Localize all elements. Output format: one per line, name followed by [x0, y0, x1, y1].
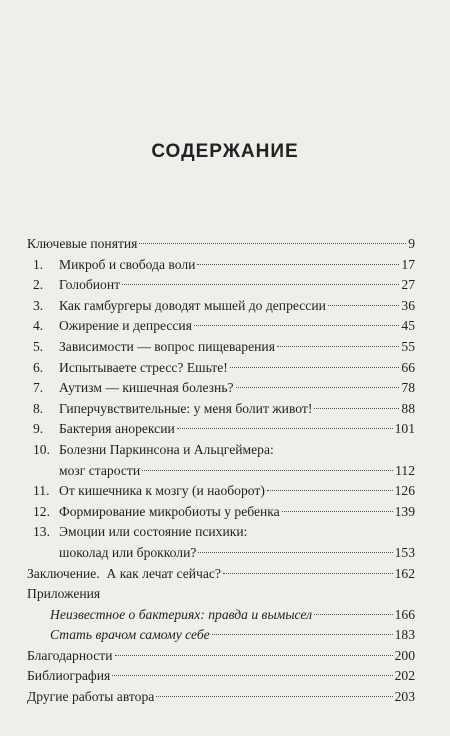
toc-entry-page: 9: [408, 236, 415, 251]
toc-entry: [27, 605, 415, 626]
toc-entry-title: Стать врачом самому себе: [50, 627, 210, 643]
dot-leader: [197, 264, 399, 265]
toc-entry-page: 183: [394, 627, 415, 643]
toc-entry: [27, 337, 415, 358]
toc-entry: [27, 399, 415, 420]
toc-entry-title: Болезни Паркинсона и Альцгеймера:: [59, 441, 274, 457]
toc-entry-title: Заключение. А как лечат сейчас?: [27, 565, 221, 581]
toc-entry-title: Неизвестное о бактериях: правда и вымысел: [50, 606, 313, 622]
toc-entry-page: 88: [401, 400, 415, 416]
toc-entry-page: 66: [401, 359, 415, 375]
toc-entry-number: 8.: [33, 400, 44, 416]
toc-entry-title: Испытываете стресс? Ешьте!: [59, 359, 228, 375]
dot-leader: [156, 696, 392, 697]
toc-entry-number: 9.: [33, 421, 44, 437]
toc-entry: [27, 481, 415, 502]
toc-entry-number: 4.: [33, 318, 44, 334]
toc-entry-title: Формирование микробиоты у ребенка: [59, 503, 280, 519]
dot-leader: [177, 428, 393, 429]
toc-entry-number: 13.: [33, 524, 50, 540]
toc-entry-page: 153: [394, 544, 415, 560]
toc-entry-title: шоколад или брокколи?: [59, 544, 197, 560]
toc-entry: [27, 440, 415, 461]
toc-entry-title: Зависимости — вопрос пищеварения: [59, 338, 275, 354]
toc-entry-title: Приложения: [27, 586, 101, 602]
dot-leader: [314, 614, 393, 615]
toc-entry: [27, 378, 415, 399]
toc-entry-number: 6.: [33, 359, 44, 375]
table-of-contents: [27, 234, 415, 708]
toc-entry-page: 27: [401, 277, 415, 293]
toc-entry-page: 139: [394, 503, 415, 519]
toc-entry-title: Ключевые понятия: [27, 236, 138, 251]
toc-entry-title: Гиперчувствительные: у меня болит живот!: [59, 400, 313, 416]
dot-leader: [230, 367, 400, 368]
toc-entry-page: 112: [395, 462, 415, 478]
toc-entry: [27, 646, 415, 667]
toc-entry-title: Бактерия анорексии: [59, 421, 175, 437]
toc-entry-page: 126: [394, 483, 415, 499]
toc-entry-page: 203: [394, 689, 415, 705]
dot-leader: [142, 470, 393, 471]
toc-entry: [27, 234, 415, 255]
toc-entry-title: Как гамбургеры доводят мышей до депрессии: [59, 297, 326, 313]
dot-leader: [282, 511, 393, 512]
toc-entry-number: 10.: [33, 441, 50, 457]
toc-entry-page: 78: [401, 380, 415, 396]
toc-entry: [27, 666, 415, 687]
dot-leader: [328, 305, 400, 306]
toc-entry-title: Голобионт: [59, 277, 121, 293]
toc-entry: [27, 625, 415, 646]
toc-entry-page: 55: [401, 338, 415, 354]
toc-entry-number: 12.: [33, 503, 50, 519]
toc-entry-title: Другие работы автора: [27, 689, 155, 705]
toc-entry: [27, 687, 415, 708]
toc-entry: [27, 564, 415, 585]
dot-leader: [236, 387, 400, 388]
toc-entry-number: 1.: [33, 256, 44, 272]
toc-entry-title: мозг старости: [59, 462, 141, 478]
dot-leader: [198, 552, 392, 553]
toc-entry-number: 7.: [33, 380, 44, 396]
toc-entry-number: 3.: [33, 297, 44, 313]
toc-entry-page: 36: [401, 297, 415, 313]
toc-entry: [27, 522, 415, 543]
toc-entry-page: 162: [394, 565, 415, 581]
toc-entry-continuation: [27, 461, 415, 482]
dot-leader: [277, 346, 399, 347]
toc-entry-number: 11.: [33, 483, 50, 499]
toc-entry-title: Микроб и свобода воли: [59, 256, 196, 272]
dot-leader: [139, 243, 406, 244]
toc-entry: [27, 316, 415, 337]
toc-entry-continuation: [27, 543, 415, 564]
toc-entry: [27, 419, 415, 440]
toc-entry-page: 17: [401, 256, 415, 272]
toc-entry-title: Эмоции или состояние психики:: [59, 524, 248, 540]
toc-entry: [27, 296, 415, 317]
toc-entry-title: Аутизм — кишечная болезнь?: [59, 380, 234, 396]
toc-entry-page: 202: [394, 668, 415, 684]
toc-entry: [27, 358, 415, 379]
toc-entry-number: 5.: [33, 338, 44, 354]
toc-entry-title: Ожирение и депрессия: [59, 318, 192, 334]
toc-entry-title: Библиография: [27, 668, 111, 684]
toc-section-heading: [27, 584, 415, 605]
toc-entry-page: 101: [394, 421, 415, 437]
toc-entry-page: 200: [394, 647, 415, 663]
dot-leader: [314, 408, 399, 409]
dot-leader: [267, 490, 393, 491]
dot-leader: [122, 284, 399, 285]
toc-entry-title: От кишечника к мозгу (и наоборот): [59, 483, 265, 499]
toc-entry: [27, 502, 415, 523]
toc-entry: [27, 255, 415, 276]
toc-entry-page: 166: [394, 606, 415, 622]
toc-entry-title: Благодарности: [27, 647, 113, 663]
dot-leader: [223, 573, 393, 574]
dot-leader: [112, 675, 392, 676]
toc-entry-number: 2.: [33, 277, 44, 293]
toc-entry-page: 45: [401, 318, 415, 334]
dot-leader: [115, 655, 393, 656]
page-title: СОДЕРЖАНИЕ: [151, 141, 299, 162]
dot-leader: [212, 634, 393, 635]
toc-entry: [27, 275, 415, 296]
dot-leader: [194, 325, 399, 326]
